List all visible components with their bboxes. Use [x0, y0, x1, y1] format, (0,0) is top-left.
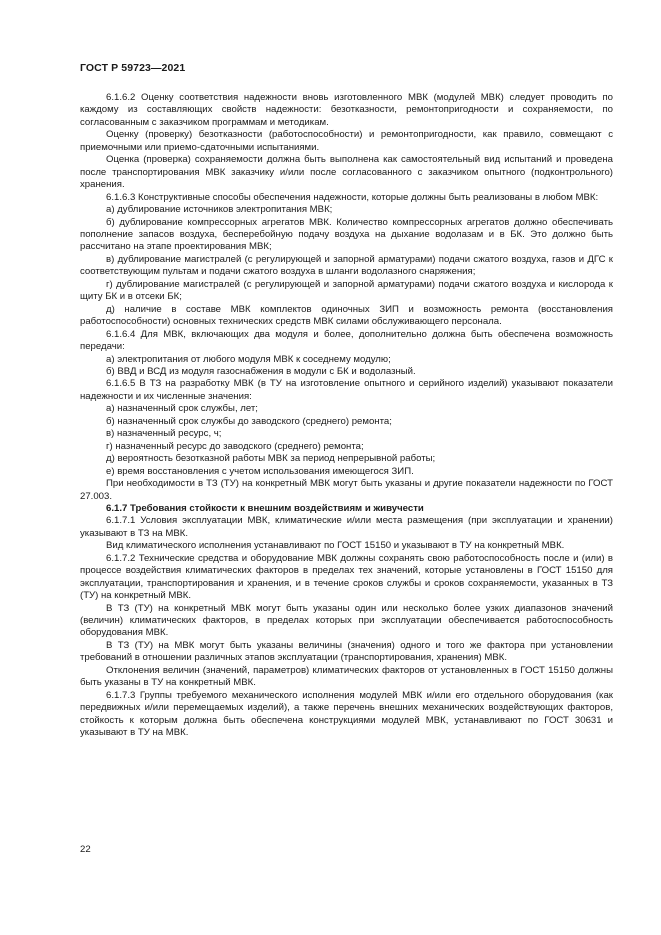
paragraph: В ТЗ (ТУ) на конкретный МВК могут быть указаны один или несколько более узких диапазонов значений (величин) климатических факторов, в пределах которых при эксплуатации обеспечивается работоспособность оборудования МВК. — [80, 602, 613, 639]
section-heading: 6.1.7 Требования стойкости к внешним воздействиям и живучести — [106, 502, 424, 514]
paragraph: 6.1.6.4 Для МВК, включающих два модуля и более, дополнительно должна быть обеспечена возможность передачи: — [80, 328, 613, 353]
paragraph: 6.1.6.5 В ТЗ на разработку МВК (в ТУ на изготовление опытного и серийного изделий) указывают показатели надежности и их численные значения: — [80, 378, 613, 402]
document-header: ГОСТ Р 59723—2021 — [80, 62, 186, 74]
paragraph: Оценку (проверку) безотказности (работоспособности) и ремонтопригодности, как правило, совмещают с приемочными или приемо-сдаточными испытаниями. — [80, 129, 613, 153]
paragraph: г) назначенный ресурс до заводского (среднего) ремонта; — [106, 440, 364, 452]
paragraph: а) назначенный срок службы, лет; — [106, 403, 258, 415]
paragraph: В ТЗ (ТУ) на МВК могут быть указаны величины (значения) одного и того же фактора при установлении требований в отношении различных этапов эксплуатации (транспортирования, хранения) МВК. — [80, 639, 613, 664]
paragraph: е) время восстановления с учетом использования имеющегося ЗИП. — [106, 465, 414, 477]
paragraph: г) дублирование магистралей (с регулирующей и запорной арматурами) подачи сжатого воздуха и кислорода к щиту БК и в отсеки БК; — [80, 278, 613, 303]
paragraph: Отклонения величин (значений, параметров) климатических факторов от установленных в ГОСТ 15150 должны быть указаны в ТУ на конкретный МВК. — [80, 664, 613, 689]
document-body — [80, 92, 613, 740]
paragraph: в) дублирование магистралей (с регулирующей и запорной арматурами) подачи сжатого воздуха, газов и ДГС к соответствующим пультам и подачи сжатого воздуха в шланги водолазного снаряжения; — [80, 253, 613, 278]
paragraph: д) вероятность безотказной работы МВК за период непрерывной работы; — [106, 453, 436, 465]
paragraph: в) назначенный ресурс, ч; — [106, 428, 222, 440]
paragraph: а) электропитания от любого модуля МВК к соседнему модулю; — [106, 353, 391, 365]
paragraph: а) дублирование источников электропитания МВК; — [106, 204, 333, 216]
paragraph: Вид климатического исполнения устанавливают по ГОСТ 15150 и указывают в ТУ на конкретный МВК. — [106, 540, 565, 552]
paragraph: 6.1.7.1 Условия эксплуатации МВК, климатические и/или места размещения (при эксплуатации и хранении) указывают в ТЗ на МВК. — [80, 515, 613, 539]
page-number: 22 — [80, 844, 91, 855]
paragraph: Оценка (проверка) сохраняемости должна быть выполнена как самостоятельный вид испытаний и проведена после транспортирования МВК заказчику и/или после согласованного с заказчиком опытного (подконтрольного) хранения. — [80, 154, 613, 191]
paragraph: При необходимости в ТЗ (ТУ) на конкретный МВК могут быть указаны и другие показатели надежности по ГОСТ 27.003. — [80, 478, 613, 502]
paragraph: 6.1.6.2 Оценку соответствия надежности вновь изготовленного МВК (модулей МВК) следует проводить по каждому из составляющих свойств надежности: безотказности, ремонтопригодности и сохраняемости, по согласованным с заказчиком программам и методикам. — [80, 92, 613, 128]
paragraph: 6.1.7.3 Группы требуемого механического исполнения модулей МВК и/или его отдельного оборудования (как передвижных и/или перемещаемых изделий), а также перечень внешних механических воздействующих факторов, стойкость к которым должна быть обеспечена конструкциями модулей МВК, устанавливают по ГОСТ 30631 и указывают в ТУ на МВК. — [80, 689, 613, 739]
paragraph: б) дублирование компрессорных агрегатов МВК. Количество компрессорных агрегатов должно обеспечивать пополнение запасов воздуха, бесперебойную подачу воздуха на дыхание водолазам и в БК. Это должно быть рассчитано на этапе проектирования МВК; — [80, 216, 613, 253]
paragraph: 6.1.6.3 Конструктивные способы обеспечения надежности, которые должны быть реализованы в любом МВК: — [106, 191, 599, 203]
paragraph: б) ВВД и ВСД из модуля газоснабжения в модули с БК и водолазный. — [106, 365, 416, 377]
paragraph: б) назначенный срок службы до заводского (среднего) ремонта; — [106, 415, 392, 427]
paragraph: 6.1.7.2 Технические средства и оборудование МВК должны сохранять свою работоспособность после и (или) в процессе воздействия климатических факторов в пределах тех значений, которые установлены в ГОСТ 15150 для эксплуатации, транспортирования и хранения, и в течение сроков службы и сроков сохраняемости, указанных в ТЗ (ТУ) на конкретный МВК. — [80, 552, 613, 602]
paragraph: д) наличие в составе МВК комплектов одиночных ЗИП и возможность ремонта (восстановления работоспособности) основных технических средств МВК силами обслуживающего персонала. — [80, 303, 613, 328]
